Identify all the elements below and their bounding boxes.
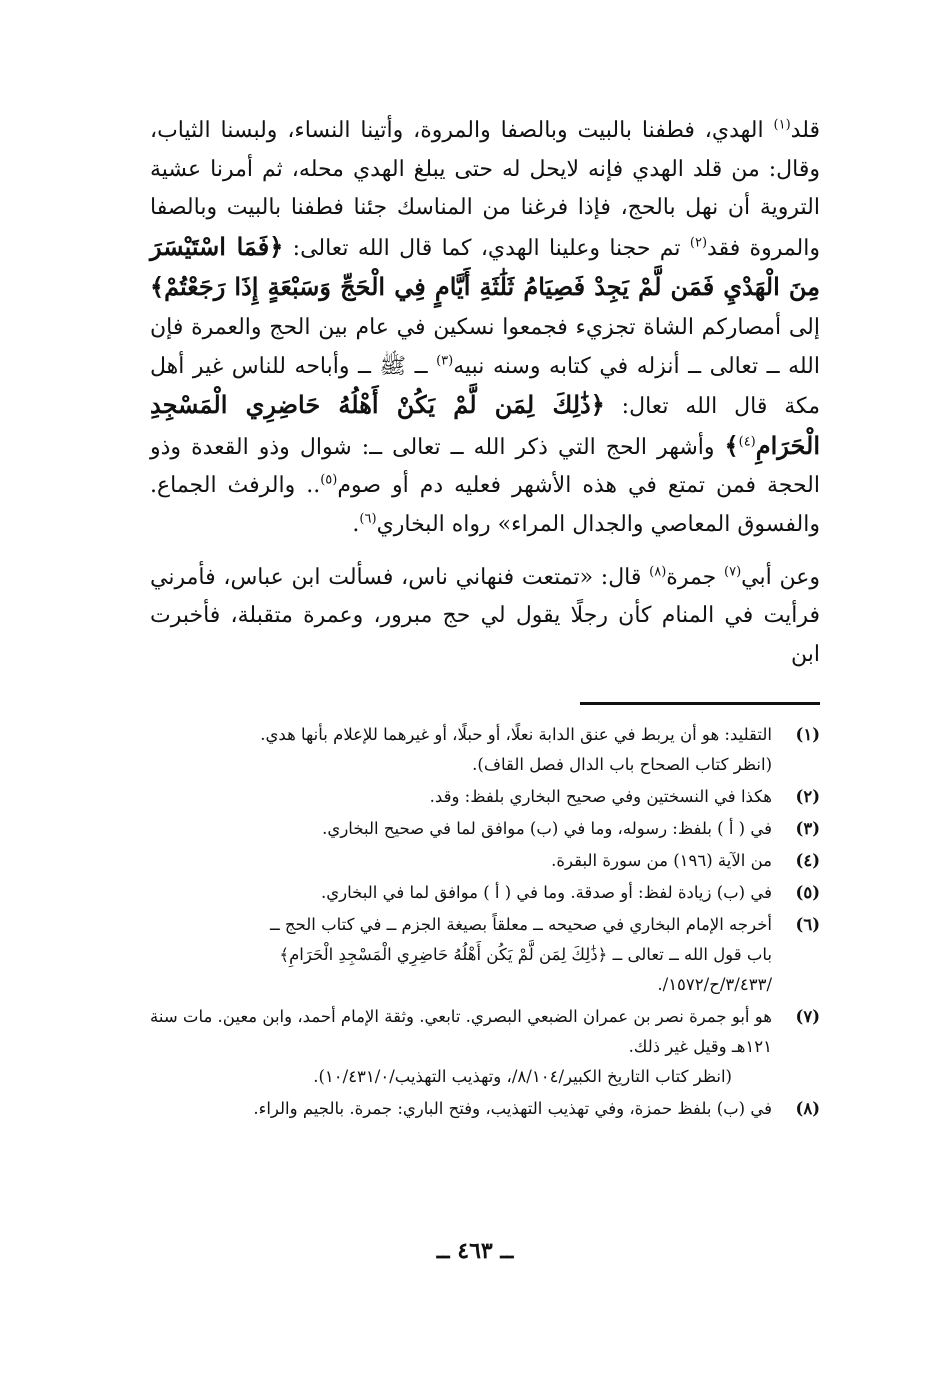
footnote-ref-1[interactable]: (١) [773,117,791,133]
footnote-text: في ( أ ) بلفظ: رسوله، وما في (ب) موافق لما في صحيح البخاري. [322,819,772,838]
footnote-source: (انظر كتاب التاريخ الكبير/٨/١٠٤/، وتهذيب التهذيب/١٠/٤٣١/٠). [313,1067,732,1086]
page-number: ــ ٤٦٣ ــ [436,1238,514,1264]
footnote-number: (٨) [795,1099,820,1118]
footnote-6 [150,910,820,1000]
footnote-ref-3[interactable]: (٣) [436,353,454,369]
quran-verse-2: ﴿ذَٰلِكَ لِمَن لَّمْ يَكُنْ أَهْلُهُ حَاضِرِي الْمَسْجِدِ الْحَرَامِ [150,390,820,460]
footnote-8 [150,1094,820,1124]
paragraph-1: قلد$^{(١)}$ الهدي، فطفنا بالبيت وبالصفا والمروة، وأتينا النساء، ولبسنا الثياب، وقال: من قلد الهدي فإنه لايحل له حتى يبلغ الهدي محله، ثم أمرنا عشية التروية أن نهل بالحج، فإذا فرغنا من المناسك جئنا فطفنا بالبيت وبالصفا والمروة فقد$^{(٢)}$ تم حجنا وعلينا الهدي، كما قال الله تعالى: ﴿فَمَا اسْتَيْسَرَ مِنَ الْهَدْيِ فَمَن لَّمْ يَجِدْ فَصِيَامُ ثَلَٰثَةِ أَيَّامٍ فِي الْحَجِّ وَسَبْعَةٍ إِذَا رَجَعْتُمْ﴾ إلى أمصاركم الشاة تجزيء فجمعوا نسكين في عام بين الحج والعمرة فإن الله ــ تعالى ــ أنزله في كتابه وسنه نبيه$^{(٣)}$ ــ ﷺ ــ وأباحه للناس غير أهل مكة قال الله تعال: ﴿ذَٰلِكَ لِمَن لَّمْ يَكُنْ أَهْلُهُ حَاضِرِي الْمَسْجِدِ الْحَرَامِ$^{(٤)}$﴾ وأشهر الحج التي ذكر الله ــ تعالى ــ: شوال وذو القعدة وذو الحجة فمن تمتع في هذه الأشهر فعليه دم أو صوم$^{(٥)}$.. والرفث الجماع. والفسوق المعاصي والجدال المراء» رواه البخاري$^{(٦)}$. [150,117,820,537]
footnote-text: في (ب) زيادة لفظ: أو صدقة. وما في ( أ ) موافق لما في البخاري. [320,883,772,902]
footnote-number: (٣) [795,819,820,838]
footnote-ref-4[interactable]: (٤) [738,434,756,450]
footnote-text: أخرجه الإمام البخاري في صحيحه ــ معلقاً بصيغة الجزم ــ في كتاب الحج ــ باب قول الله ــ تعالى ــ ﴿ذَٰلِكَ لِمَن لَّمْ يَكُن أَهْلُهُ حَاضِرِي الْمَسْجِدِ الْحَرَامِ﴾ /٣/٤٣٣/ح/١٥٧٢/. [270,915,772,994]
footnote-text: في (ب) بلفظ حمزة، وفي تهذيب التهذيب، وفتح الباري: جمرة. بالجيم والراء. [253,1099,772,1118]
footnote-number: (٢) [795,787,820,806]
footnote-number: (٦) [795,915,820,934]
footnote-2 [150,782,820,812]
footnote-5 [150,878,820,908]
footnotes [150,718,820,1124]
footnote-text: هو أبو جمرة نصر بن عمران الضبعي البصري. تابعي. وثقة الإمام أحمد، وابن معين. مات سنة ١٢١هـ وقيل غير ذلك. (انظر كتاب التاريخ الكبير/٨/١٠٤/، وتهذيب التهذيب/١٠/٤٣١/٠). [150,1002,772,1092]
quran-verse-1: ﴿فَمَا اسْتَيْسَرَ مِنَ الْهَدْيِ فَمَن لَّمْ يَجِدْ فَصِيَامُ ثَلَٰثَةِ أَيَّامٍ فِي الْحَجِّ وَسَبْعَةٍ إِذَا رَجَعْتُمْ﴾ [150,231,820,302]
footnote-text: التقليد: هو أن يربط في عنق الدابة نعلًا، أو حبلًا، أو غيرهما للإعلام بأنها هدي. (انظر كتاب الصحاح باب الدال فصل القاف). [260,725,772,774]
footnote-4 [150,846,820,876]
footnote-separator [580,702,820,705]
footnote-number: (١) [795,725,820,744]
footnote-3 [150,814,820,844]
footnote-7 [150,1002,820,1092]
footnote-ref-2[interactable]: (٢) [689,235,708,251]
footnote-number: (٧) [795,1007,820,1026]
footnote-ref-6[interactable]: (٦) [359,511,377,527]
main-text [150,112,820,674]
footnote-ref-7[interactable]: (٧) [724,564,742,580]
footnote-ref-5[interactable]: (٥) [320,473,338,489]
footnote-text: من الآية (١٩٦) من سورة البقرة. [551,851,772,870]
paragraph-2: وعن أبي$^{(٧)}$ جمرة$^{(٨)}$ قال: «تمتعت فنهاني ناس، فسألت ابن عباس، فأمرني فرأيت في المنام كأن رجلًا يقول لي حج مبرور، وعمرة متقبلة، فأخبرت ابن [150,564,820,667]
footnote-number: (٥) [795,883,820,902]
footnote-text: هكذا في النسختين وفي صحيح البخاري بلفظ: وقد. [429,787,772,806]
footnote-1 [150,720,820,780]
footnote-number: (٤) [795,851,820,870]
footnote-ref-8[interactable]: (٨) [649,564,667,580]
